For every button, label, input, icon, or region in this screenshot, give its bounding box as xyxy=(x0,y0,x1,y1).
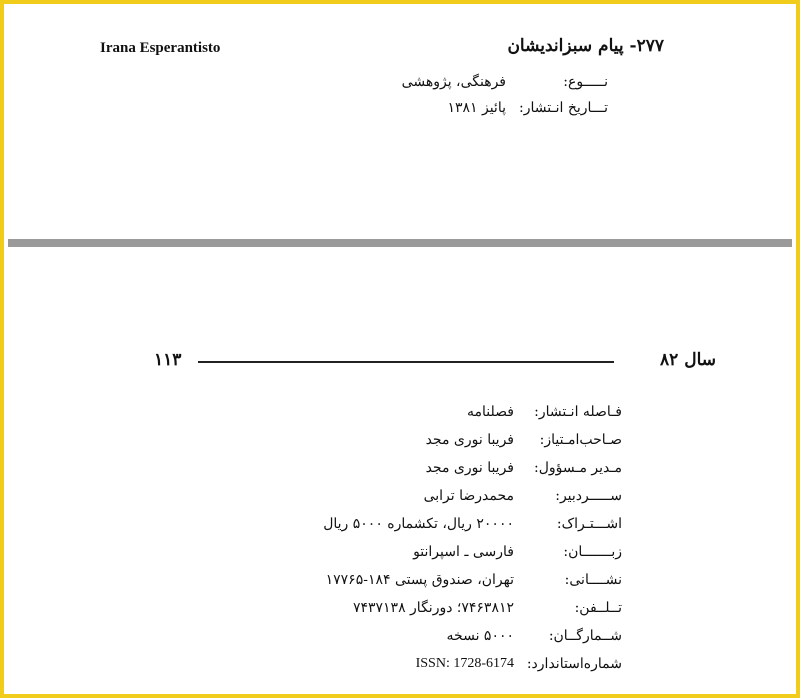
detail-row xyxy=(4,656,800,676)
detail-value: فارسی ـ اسپرانتو xyxy=(413,544,514,560)
detail-row xyxy=(4,404,800,424)
detail-label: اشـــتـراک: xyxy=(556,516,622,532)
detail-value: ۵۰۰۰ نسخه xyxy=(446,628,514,644)
header-row-label: نـــــوع: xyxy=(563,74,608,90)
detail-label: شــمارگــان: xyxy=(548,628,622,644)
detail-label: شماره‌استاندارد: xyxy=(526,656,622,672)
header-row-value: فرهنگی، پژوهشی xyxy=(401,74,506,90)
header-row-value: پائیز ۱۳۸۱ xyxy=(447,100,506,116)
detail-row xyxy=(4,460,800,480)
publication-latin-title: Irana Esperantisto xyxy=(100,40,221,56)
detail-value: محمدرضا ترابی xyxy=(423,488,514,504)
detail-label: تــلــفن: xyxy=(574,600,622,616)
detail-value: فریبا نوری مجد xyxy=(425,432,514,448)
entry-heading: ۲۷۷- پیام سبزاندیشان xyxy=(507,36,664,56)
header-row-label: تـــاریخ انـتشار: xyxy=(519,100,608,116)
detail-label: فـاصله انـتشار: xyxy=(534,404,622,420)
detail-row xyxy=(4,544,800,564)
detail-label: مـدیر مـسؤول: xyxy=(534,460,622,476)
year-label: سال ۸۲ xyxy=(660,350,716,370)
detail-value: فریبا نوری مجد xyxy=(425,460,514,476)
issn-value: ISSN: 1728-6174 xyxy=(415,656,514,671)
page-header-rule xyxy=(198,361,614,363)
page-number: ۱۱۳ xyxy=(154,350,182,370)
detail-value: ۷۴۶۳۸۱۲؛ دورنگار ۷۴۳۷۱۳۸ xyxy=(352,600,514,616)
detail-value: ۲۰۰۰۰ ریال، تکشماره ۵۰۰۰ ریال xyxy=(323,516,514,532)
detail-label: نشــــانی: xyxy=(564,572,622,588)
detail-value: تهران، صندوق پستی ۱۸۴-۱۷۷۶۵ xyxy=(325,572,514,588)
detail-row xyxy=(4,488,800,508)
detail-row xyxy=(4,432,800,452)
detail-row xyxy=(4,628,800,648)
detail-row xyxy=(4,600,800,620)
detail-row xyxy=(4,572,800,592)
detail-label: صـاحب‌امـتیاز: xyxy=(539,432,622,448)
page-header xyxy=(154,350,716,374)
detail-value: فصلنامه xyxy=(467,404,514,420)
detail-label: ســـــردبیر: xyxy=(555,488,622,504)
page-divider xyxy=(8,239,792,247)
detail-label: زبـــــــان: xyxy=(563,544,622,560)
detail-row xyxy=(4,516,800,536)
